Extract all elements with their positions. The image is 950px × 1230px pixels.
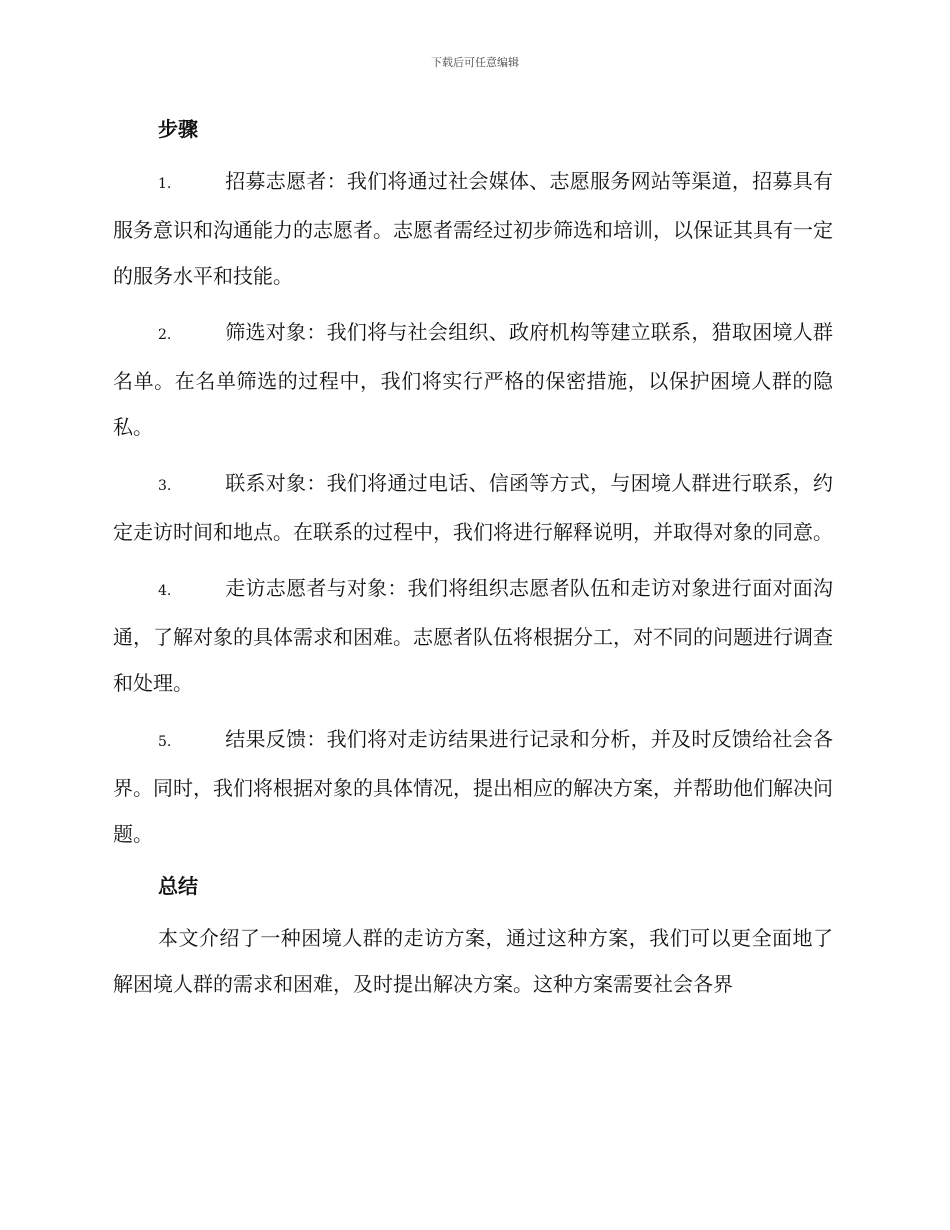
step-number: 1. — [158, 176, 172, 192]
step-text: 联系对象：我们将通过电话、信函等方式，与困境人群进行联系，约定走访时间和地点。在联系的过程中，我们将进行解释说明，并取得对象的同意。 — [113, 471, 833, 544]
step-number: 5. — [158, 734, 172, 750]
section-heading-steps: 步骤 — [158, 117, 198, 141]
step-item — [113, 309, 833, 450]
page-header: 下载后可任意编辑 — [431, 56, 519, 69]
section-heading-summary: 总结 — [158, 874, 198, 898]
step-number: 3. — [158, 478, 172, 494]
step-number: 4. — [158, 583, 172, 599]
document-body — [113, 110, 833, 1007]
step-text: 结果反馈：我们将对走访结果进行记录和分析，并及时反馈给社会各界。同时，我们将根据对象的具体情况，提出相应的解决方案，并帮助他们解决问题。 — [113, 727, 833, 846]
step-number: 2. — [158, 327, 172, 343]
step-item — [113, 565, 833, 706]
summary-paragraph: 本文介绍了一种困境人群的走访方案，通过这种方案，我们可以更全面地了解困境人群的需求和困难，及时提出解决方案。这种方案需要社会各界 — [113, 926, 833, 996]
step-item — [113, 460, 833, 555]
step-item — [113, 158, 833, 299]
step-text: 招募志愿者：我们将通过社会媒体、志愿服务网站等渠道，招募具有服务意识和沟通能力的志愿者。志愿者需经过初步筛选和培训，以保证其具有一定的服务水平和技能。 — [113, 169, 833, 288]
step-text: 筛选对象：我们将与社会组织、政府机构等建立联系，猎取困境人群名单。在名单筛选的过程中，我们将实行严格的保密措施，以保护困境人群的隐私。 — [113, 320, 833, 439]
step-text: 走访志愿者与对象：我们将组织志愿者队伍和走访对象进行面对面沟通，了解对象的具体需求和困难。志愿者队伍将根据分工，对不同的问题进行调查和处理。 — [113, 576, 833, 695]
step-item — [113, 716, 833, 857]
